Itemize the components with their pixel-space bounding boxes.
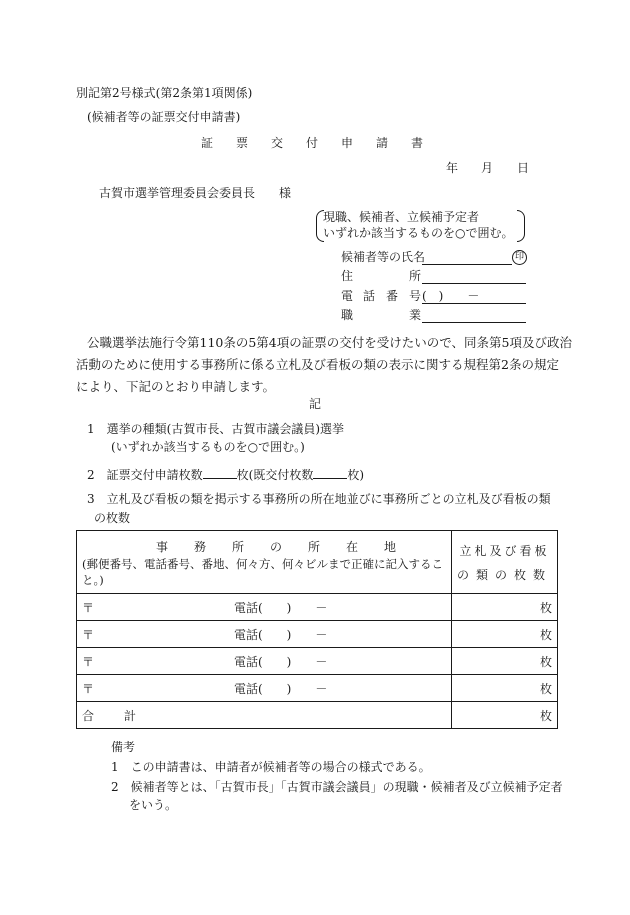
postal-mark: 〒 — [82, 628, 95, 642]
address-field[interactable] — [422, 268, 526, 284]
table-header-note: (郵便番号、電話番号、番地、何々方、何々ビルまで正確に記入すること。) — [82, 557, 443, 587]
table-row — [77, 621, 558, 648]
phone-field-format: ( ) － — [422, 289, 480, 303]
sign-count-cell[interactable]: 枚 — [452, 621, 558, 648]
office-location-cell[interactable] — [77, 648, 452, 675]
title-char: 請 — [376, 136, 389, 150]
office-location-cell[interactable] — [77, 675, 452, 702]
header-char: 務 — [194, 540, 207, 554]
body-line-1: 公職選挙法施行令第110条の5第4項の証票の交付を受けたいので、同条第5項及び政治 — [87, 335, 572, 350]
address-label-char: 住 — [341, 269, 354, 283]
header-char: 地 — [384, 540, 397, 554]
remarks-note-2-line1: 2 候補者等とは、「古賀市長」「古賀市議会議員」の現職・候補者及び立候補予定者 — [111, 780, 563, 794]
item-2-prior-label: 枚(既交付枚数 — [236, 468, 314, 482]
header-char: 在 — [346, 540, 359, 554]
table-row — [77, 675, 558, 702]
remarks-note-1: 1 この申請書は、申請者が候補者等の場合の様式である。 — [111, 760, 431, 774]
phone-field[interactable] — [422, 288, 526, 304]
issue-count-field[interactable] — [203, 466, 237, 479]
remarks-heading: 備考 — [111, 740, 136, 754]
header-count-line1: 立札及び看板 — [459, 544, 550, 558]
item-2 — [87, 466, 364, 483]
total-count-cell[interactable]: 枚 — [452, 702, 558, 729]
phone-format: 電話( ) － — [234, 628, 328, 642]
job-label-char: 業 — [409, 308, 422, 322]
form-number: 別記第2号様式(第2条第1項関係) — [76, 86, 253, 100]
office-location-cell[interactable] — [77, 621, 452, 648]
remarks-note-2-line2: をいう。 — [129, 798, 178, 812]
title-char: 証 — [201, 136, 214, 150]
status-note-line1: 現職、候補者、立候補予定者 — [323, 210, 480, 224]
phone-label-char: 話 — [363, 289, 376, 303]
sign-count-cell[interactable]: 枚 — [452, 648, 558, 675]
addressee: 古賀市選挙管理委員会委員長 様 — [99, 186, 292, 200]
body-line-3: により、下記のとおり申請します。 — [76, 379, 276, 394]
seal-icon: 印 — [512, 250, 527, 265]
table-header-row — [77, 531, 558, 594]
date-year-label: 年 — [446, 161, 459, 175]
phone-label-char: 電 — [341, 289, 354, 303]
header-count-line2: の類の枚数 — [457, 568, 553, 582]
postal-mark: 〒 — [82, 682, 95, 696]
title-char: 申 — [341, 136, 354, 150]
header-char: 所 — [232, 540, 245, 554]
phone-format: 電話( ) － — [234, 682, 328, 696]
prior-count-field[interactable] — [313, 466, 347, 479]
item-1-note: (いずれか該当するものを○で囲む。) — [111, 440, 305, 454]
title-char: 票 — [236, 136, 249, 150]
office-table — [76, 530, 558, 729]
form-subtitle: (候補者等の証票交付申請書) — [87, 110, 241, 124]
item-1: 1 選挙の種類(古賀市長、古賀市議会議員)選挙 — [87, 422, 344, 436]
postal-mark: 〒 — [82, 655, 95, 669]
name-label: 候補者等の氏名 — [341, 250, 426, 264]
phone-format: 電話( ) － — [234, 655, 328, 669]
job-field[interactable] — [422, 307, 526, 323]
total-label-char: 計 — [124, 709, 137, 723]
body-line-2: 活動のために使用する事務所に係る立札及び看板の類の表示に関する規程第2条の規定 — [76, 357, 559, 372]
item-2-label: 2 証票交付申請枚数 — [87, 468, 203, 482]
total-label-char: 合 — [82, 709, 95, 723]
item-2-suffix: 枚) — [347, 468, 365, 482]
table-row — [77, 594, 558, 621]
date-day-label: 日 — [517, 161, 530, 175]
table-header-count — [452, 531, 558, 594]
brace-right — [517, 210, 525, 242]
office-location-cell[interactable] — [77, 594, 452, 621]
ki-heading: 記 — [309, 397, 322, 411]
address-label-char: 所 — [409, 269, 422, 283]
header-char: 所 — [308, 540, 321, 554]
item-3-line2: の枚数 — [94, 511, 131, 525]
table-total-row — [77, 702, 558, 729]
status-note-line2: いずれか該当するものを○で囲む。 — [323, 226, 514, 240]
title-char: 交 — [271, 136, 284, 150]
phone-label-char: 号 — [409, 289, 422, 303]
item-3-line1: 3 立札及び看板の類を掲示する事務所の所在地並びに事務所ごとの立札及び看板の類 — [87, 492, 551, 506]
table-header-location — [77, 531, 452, 594]
phone-format: 電話( ) － — [234, 601, 328, 615]
phone-label-char: 番 — [386, 289, 399, 303]
sign-count-cell[interactable]: 枚 — [452, 675, 558, 702]
name-field[interactable] — [422, 249, 512, 265]
total-label-cell — [77, 702, 452, 729]
sign-count-cell[interactable]: 枚 — [452, 594, 558, 621]
date-month-label: 月 — [481, 161, 494, 175]
title-char: 付 — [306, 136, 319, 150]
header-char: の — [270, 540, 283, 554]
table-row — [77, 648, 558, 675]
postal-mark: 〒 — [82, 601, 95, 615]
header-char: 事 — [156, 540, 169, 554]
title-char: 書 — [411, 136, 424, 150]
job-label-char: 職 — [341, 308, 354, 322]
